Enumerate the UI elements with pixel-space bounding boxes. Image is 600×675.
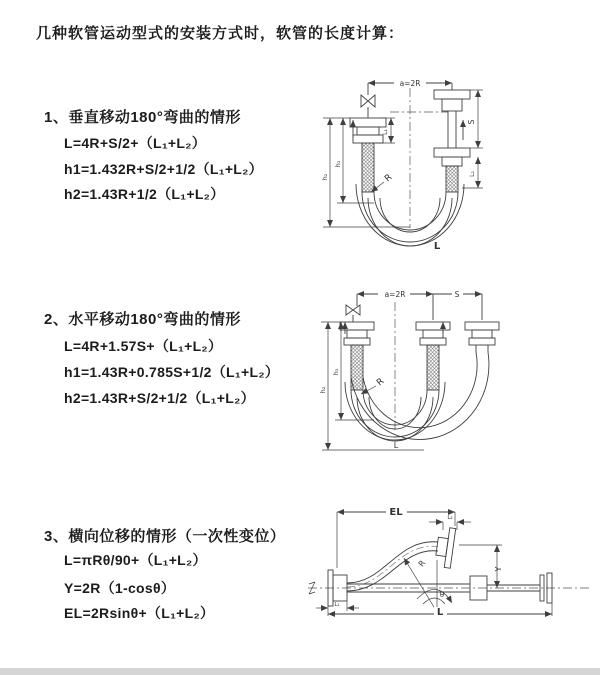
section-3-formula-EL: EL=2Rsinθ+（L₁+L₂） (64, 605, 215, 621)
scan-edge-band (0, 668, 600, 675)
dim-label-h2: h₂ (321, 173, 329, 181)
diagram-lateral-displacement (300, 502, 598, 662)
radius-label: R (375, 376, 387, 389)
page-title: 几种软管运动型式的安装方式时，软管的长度计算： (36, 25, 405, 42)
dim-label-y: Y (494, 566, 503, 572)
dim-label-s: S (467, 119, 476, 125)
dim-label-l: L (436, 607, 444, 618)
dim-label-s: S (454, 290, 460, 299)
radius-label: R (416, 558, 428, 569)
theta-label: θ (439, 591, 445, 599)
section-1-heading: 1、垂直移动180°弯曲的情形 (44, 109, 241, 126)
section-2-heading: 2、水平移动180°弯曲的情形 (44, 311, 241, 328)
section-2-formula-h2: h2=1.43R+S/2+1/2（L₁+L₂） (64, 390, 255, 406)
dim-label-l1: L₁ (382, 129, 389, 135)
dim-label-a2r: a=2R (399, 79, 421, 88)
dim-label-h1: h₁ (334, 160, 342, 168)
section-1-formula-h1: h1=1.432R+S/2+1/2（L₁+L₂） (64, 161, 263, 177)
dim-label-l2: L₂ (447, 515, 453, 521)
section-2-formula-L: L=4R+1.57S+（L₁+L₂） (64, 338, 223, 354)
dim-label-h1: h₁ (332, 368, 340, 376)
dim-label-el: EL (389, 507, 403, 518)
section-3-formula-Y: Y=2R（1-cosθ） (64, 580, 176, 596)
section-1-formula-h2: h2=1.43R+1/2（L₁+L₂） (64, 186, 225, 202)
section-3-heading: 3、横向位移的情形（一次性变位） (44, 528, 286, 545)
length-label: L (393, 441, 399, 450)
diagram-vertical-180-bend (310, 70, 585, 258)
dim-label-h2: h₂ (319, 386, 327, 394)
dim-label-l2: L₂ (469, 171, 476, 177)
section-3-formula-L: L=πRθ/90+（L₁+L₂） (64, 552, 207, 568)
diagram-horizontal-180-bend (312, 282, 588, 472)
radius-label: R (383, 172, 395, 185)
dim-label-l1: L₁ (334, 602, 340, 608)
length-label: L (433, 241, 441, 252)
section-1-formula-L: L=4R+S/2+（L₁+L₂） (64, 135, 207, 151)
dim-label-a2r: a=2R (384, 290, 406, 299)
section-2-formula-h1: h1=1.43R+0.785S+1/2（L₁+L₂） (64, 364, 280, 380)
